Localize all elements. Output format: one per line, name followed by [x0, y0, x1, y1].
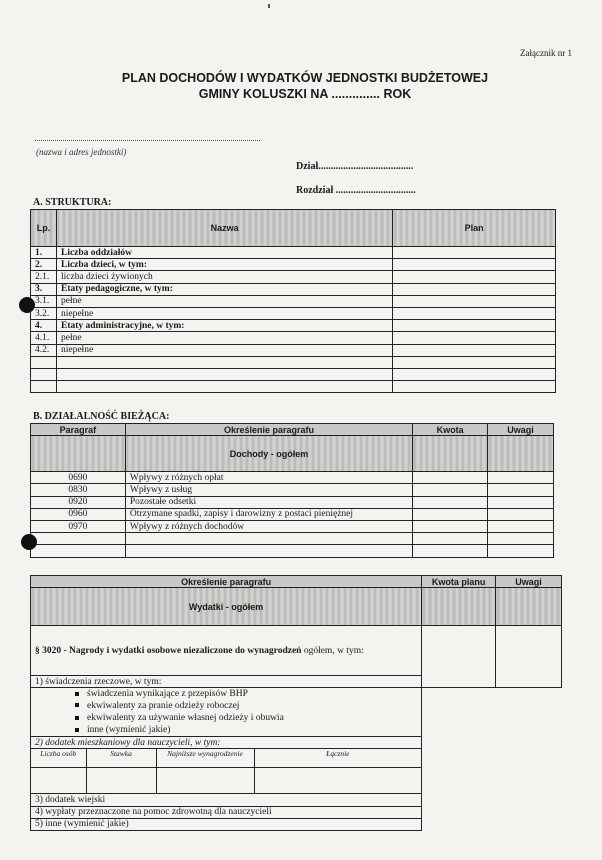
unit-name-line: [35, 140, 260, 141]
header-lp: Lp.: [31, 210, 57, 247]
row-notes: [488, 508, 554, 520]
row-name: niepełne: [56, 307, 392, 319]
row-desc: Wpływy z różnych opłat: [125, 472, 412, 484]
unit-caption: (nazwa i adres jednostki): [36, 147, 127, 157]
row-plan: [393, 320, 556, 332]
bullet-text: świadczenia wynikające z przepisów BHP: [87, 689, 248, 700]
table-row: [31, 545, 554, 557]
row-plan: [393, 381, 556, 393]
row-lp: 3.2.: [31, 307, 57, 319]
row-code: 0690: [31, 472, 126, 484]
row-name: niepełne: [56, 344, 392, 356]
row-desc: Wpływy z usług: [125, 484, 412, 496]
punch-hole: [21, 534, 37, 550]
row-notes: [488, 472, 554, 484]
row-plan: [393, 271, 556, 283]
row-amount: [413, 496, 488, 508]
table-row: [31, 520, 554, 532]
punch-hole: [19, 297, 35, 313]
row-code: 0830: [31, 484, 126, 496]
row-amount: [413, 508, 488, 520]
rozdzial-field: Rozdział ................................: [296, 185, 416, 196]
table-row: [31, 332, 556, 344]
bullet-icon: [75, 703, 79, 707]
row-name: Liczba dzieci, w tym:: [56, 259, 392, 271]
sub-header-persons: Liczba osób: [31, 749, 86, 767]
sub-cell: [254, 767, 421, 793]
income-table: [30, 423, 554, 558]
bullet-text: ekwiwalenty za pranie odzieży roboczej: [87, 701, 240, 712]
amount-cell: [422, 626, 496, 688]
group-cell: [31, 436, 126, 472]
header-kwota: Kwota: [413, 424, 488, 436]
row-name: [56, 368, 392, 380]
p3020-row: [31, 626, 422, 676]
housing-subtable-cell: [31, 749, 422, 794]
table-row: [31, 381, 556, 393]
row-notes: [488, 545, 554, 557]
row-plan: [393, 283, 556, 295]
row-lp: 2.: [31, 259, 57, 271]
row-plan: [393, 307, 556, 319]
section-b-title: B. DZIAŁALNOŚĆ BIEŻĄCA:: [33, 411, 170, 422]
row-name: liczba dzieci żywionych: [56, 271, 392, 283]
list-item: [31, 688, 562, 700]
expense-table: [30, 575, 562, 831]
row-plan: [393, 344, 556, 356]
table-row: [31, 472, 554, 484]
table-row: [31, 356, 556, 368]
row-name: Liczba oddziałów: [56, 247, 392, 259]
row-desc: Pozostałe odsetki: [125, 496, 412, 508]
list-item: [31, 806, 562, 818]
bullet-item: [31, 688, 422, 700]
list-item: [31, 724, 562, 736]
item-2: 2) dodatek mieszkaniowy dla nauczycieli, w tym:: [31, 737, 422, 749]
sub-header-rate: Stawka: [86, 749, 156, 767]
bullet-text: inne (wymienić jakie): [87, 725, 171, 736]
header-paragraf: Paragraf: [31, 424, 126, 436]
row-lp: 3.1.: [31, 295, 57, 307]
header-kwota-planu: Kwota planu: [422, 576, 496, 588]
group-label-income: Dochody - ogółem: [125, 436, 412, 472]
sub-header-total: Łącznie: [254, 749, 421, 767]
list-item: [31, 700, 562, 712]
bullet-icon: [75, 716, 79, 720]
row-notes: [488, 496, 554, 508]
group-cell: [422, 588, 496, 626]
row-lp: 4.1.: [31, 332, 57, 344]
table-row: [31, 484, 554, 496]
group-cell: [488, 436, 554, 472]
structure-table: [30, 209, 556, 393]
table-row: [31, 508, 554, 520]
annex-label: Załącznik nr 1: [520, 48, 572, 58]
table-row: [31, 283, 556, 295]
group-cell: [496, 588, 562, 626]
bullet-icon: [75, 692, 79, 696]
group-label-expense: Wydatki - ogółem: [31, 588, 422, 626]
table-row: [31, 368, 556, 380]
bullet-item: [31, 712, 422, 724]
row-lp: 1.: [31, 247, 57, 259]
row-name: [56, 356, 392, 368]
p3020-suffix: ogółem, w tym:: [301, 645, 364, 656]
bullet-text: ekwiwalenty za używanie własnej odzieży i obuwia: [87, 713, 284, 724]
row-lp: 4.: [31, 320, 57, 332]
row-desc: [125, 545, 412, 557]
dzial-field: Dział......................................: [296, 161, 414, 172]
table-row: [31, 307, 556, 319]
header-plan: Plan: [393, 210, 556, 247]
row-name: [56, 381, 392, 393]
row-desc: Otrzymane spadki, zapisy i darowizny z postaci pieniężnej: [125, 508, 412, 520]
table-row: [31, 320, 556, 332]
header-uwagi-c: Uwagi: [496, 576, 562, 588]
row-code: 0970: [31, 520, 126, 532]
title-line-2: GMINY KOLUSZKI NA .............. ROK: [198, 87, 412, 101]
section-a-title: A. STRUKTURA:: [33, 197, 112, 208]
row-desc: Wpływy z różnych dochodów: [125, 520, 412, 532]
row-lp: [31, 368, 57, 380]
row-name: pełne: [56, 295, 392, 307]
title-line-1: PLAN DOCHODÓW I WYDATKÓW JEDNOSTKI BUDŻETOWEJ: [121, 71, 489, 85]
row-name: Etaty administracyjne, w tym:: [56, 320, 392, 332]
notes-cell: [496, 626, 562, 688]
expense-item: 3) dodatek wiejski: [31, 794, 422, 806]
row-code: 0960: [31, 508, 126, 520]
row-amount: [413, 472, 488, 484]
row-amount: [413, 533, 488, 545]
sub-cell: [31, 767, 86, 793]
table-row: [31, 344, 556, 356]
row-plan: [393, 295, 556, 307]
table-row: [31, 496, 554, 508]
row-plan: [393, 356, 556, 368]
list-item: [31, 794, 562, 806]
row-name: Etaty pedagogiczne, w tym:: [56, 283, 392, 295]
row-plan: [393, 259, 556, 271]
row-code: [31, 545, 126, 557]
item-1: 1) świadczenia rzeczowe, w tym:: [31, 676, 422, 688]
table-row: [31, 533, 554, 545]
row-notes: [488, 533, 554, 545]
row-amount: [413, 545, 488, 557]
table-row: [31, 271, 556, 283]
row-plan: [393, 332, 556, 344]
row-name: pełne: [56, 332, 392, 344]
group-cell: [413, 436, 488, 472]
row-code: [31, 533, 126, 545]
table-row: [31, 295, 556, 307]
scan-mark: [268, 4, 270, 8]
bullet-icon: [75, 728, 79, 732]
row-code: 0920: [31, 496, 126, 508]
row-lp: 2.1.: [31, 271, 57, 283]
housing-subtable: [31, 749, 421, 793]
row-desc: [125, 533, 412, 545]
row-notes: [488, 520, 554, 532]
row-amount: [413, 484, 488, 496]
header-okreslenie-c: Określenie paragrafu: [31, 576, 422, 588]
list-item: [31, 712, 562, 724]
table-row: [31, 247, 556, 259]
list-item: [31, 818, 562, 830]
p3020-title: § 3020 - Nagrody i wydatki osobowe niezaliczone do wynagrodzeń: [35, 645, 302, 656]
sub-cell: [156, 767, 254, 793]
row-amount: [413, 520, 488, 532]
sub-cell: [86, 767, 156, 793]
row-lp: [31, 356, 57, 368]
bullet-item: [31, 700, 422, 712]
row-notes: [488, 484, 554, 496]
row-plan: [393, 247, 556, 259]
row-lp: [31, 381, 57, 393]
row-plan: [393, 368, 556, 380]
row-lp: 4.2.: [31, 344, 57, 356]
expense-item: 4) wypłaty przeznaczone na pomoc zdrowotną dla nauczycieli: [31, 806, 422, 818]
header-nazwa: Nazwa: [56, 210, 392, 247]
row-lp: 3.: [31, 283, 57, 295]
bullet-item: [31, 724, 422, 736]
expense-item: 5) inne (wymienić jakie): [31, 818, 422, 830]
header-okreslenie: Określenie paragrafu: [125, 424, 412, 436]
table-row: [31, 259, 556, 271]
header-uwagi: Uwagi: [488, 424, 554, 436]
sub-header-min-wage: Najniższe wynagrodzenie: [156, 749, 254, 767]
